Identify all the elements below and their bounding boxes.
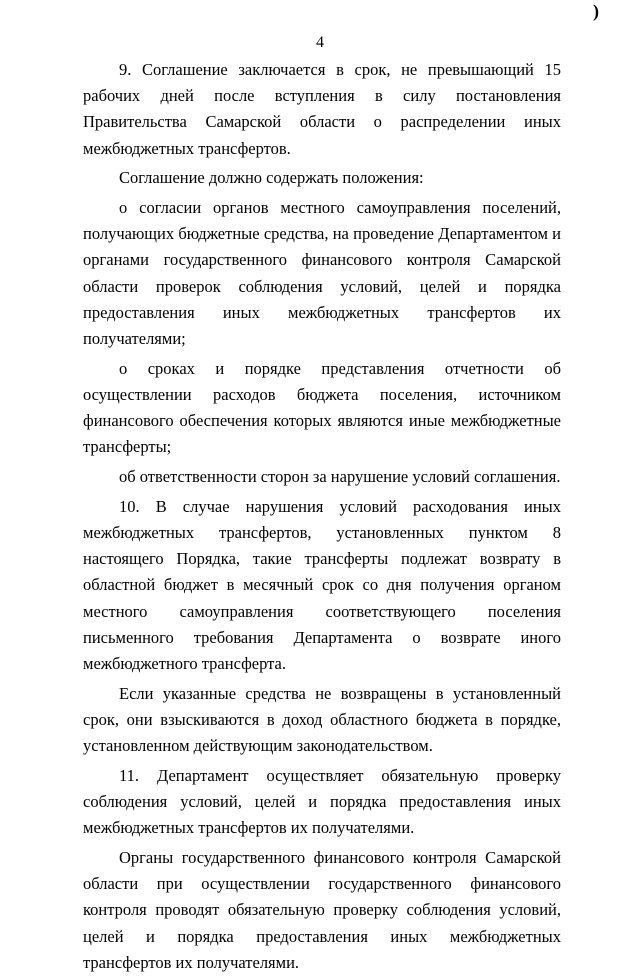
paragraph-10-violation-refund: 10. В случае нарушения условий расходования иных межбюджетных трансфертов, установленных пунктом 8 настоящего Порядка, такие трансферты подлежат возврату в областной бюджет в месячный срок со дня получения органом местного самоуправления соответствующего поселения письменного требования Департамента о возврате иного межбюджетного трансферта. bbox=[83, 496, 561, 673]
paragraph-consent-inspections: о согласии органов местного самоуправления поселений, получающих бюджетные средства, на проведение Департаментом и органами государственного финансового контроля Самарской области проверок соблюдения условий, целей и порядка предоставления иных межбюджетных трансфертов их получателями; bbox=[83, 198, 561, 349]
paragraph-agreement-contents: Соглашение должно содержать положения: bbox=[119, 168, 424, 188]
paragraph-financial-control: Органы государственного финансового контроля Самарской области при осуществлении государственного финансового контроля проводят обязательную проверку соблюдения условий, целей и порядка предоставления иных межбюджетных трансфертов их получателями. bbox=[83, 847, 561, 972]
page-number: 4 bbox=[316, 34, 324, 51]
paragraph-recovery: Если указанные средства не возвращены в установленный срок, они взыскиваются в доход областного бюджета в порядке, установленном действующим законодательством. bbox=[83, 683, 561, 756]
paragraph-reporting-terms: о сроках и порядке представления отчетности об осуществлении расходов бюджета поселения, источником финансового обеспечения которых являются иные межбюджетные трансферты; bbox=[83, 358, 561, 457]
paragraph-liability: об ответственности сторон за нарушение условий соглашения. bbox=[119, 467, 561, 487]
document-body bbox=[83, 57, 561, 976]
scan-mark: ) bbox=[593, 1, 599, 21]
paragraph-11-department-check: 11. Департамент осуществляет обязательную проверку соблюдения условий, целей и порядка предоставления иных межбюджетных трансфертов их получателями. bbox=[83, 765, 561, 838]
paragraph-9-agreement-term: 9. Соглашение заключается в срок, не превышающий 15 рабочих дней после вступления в силу постановления Правительства Самарской области о распределении иных межбюджетных трансфертов. bbox=[83, 60, 561, 158]
